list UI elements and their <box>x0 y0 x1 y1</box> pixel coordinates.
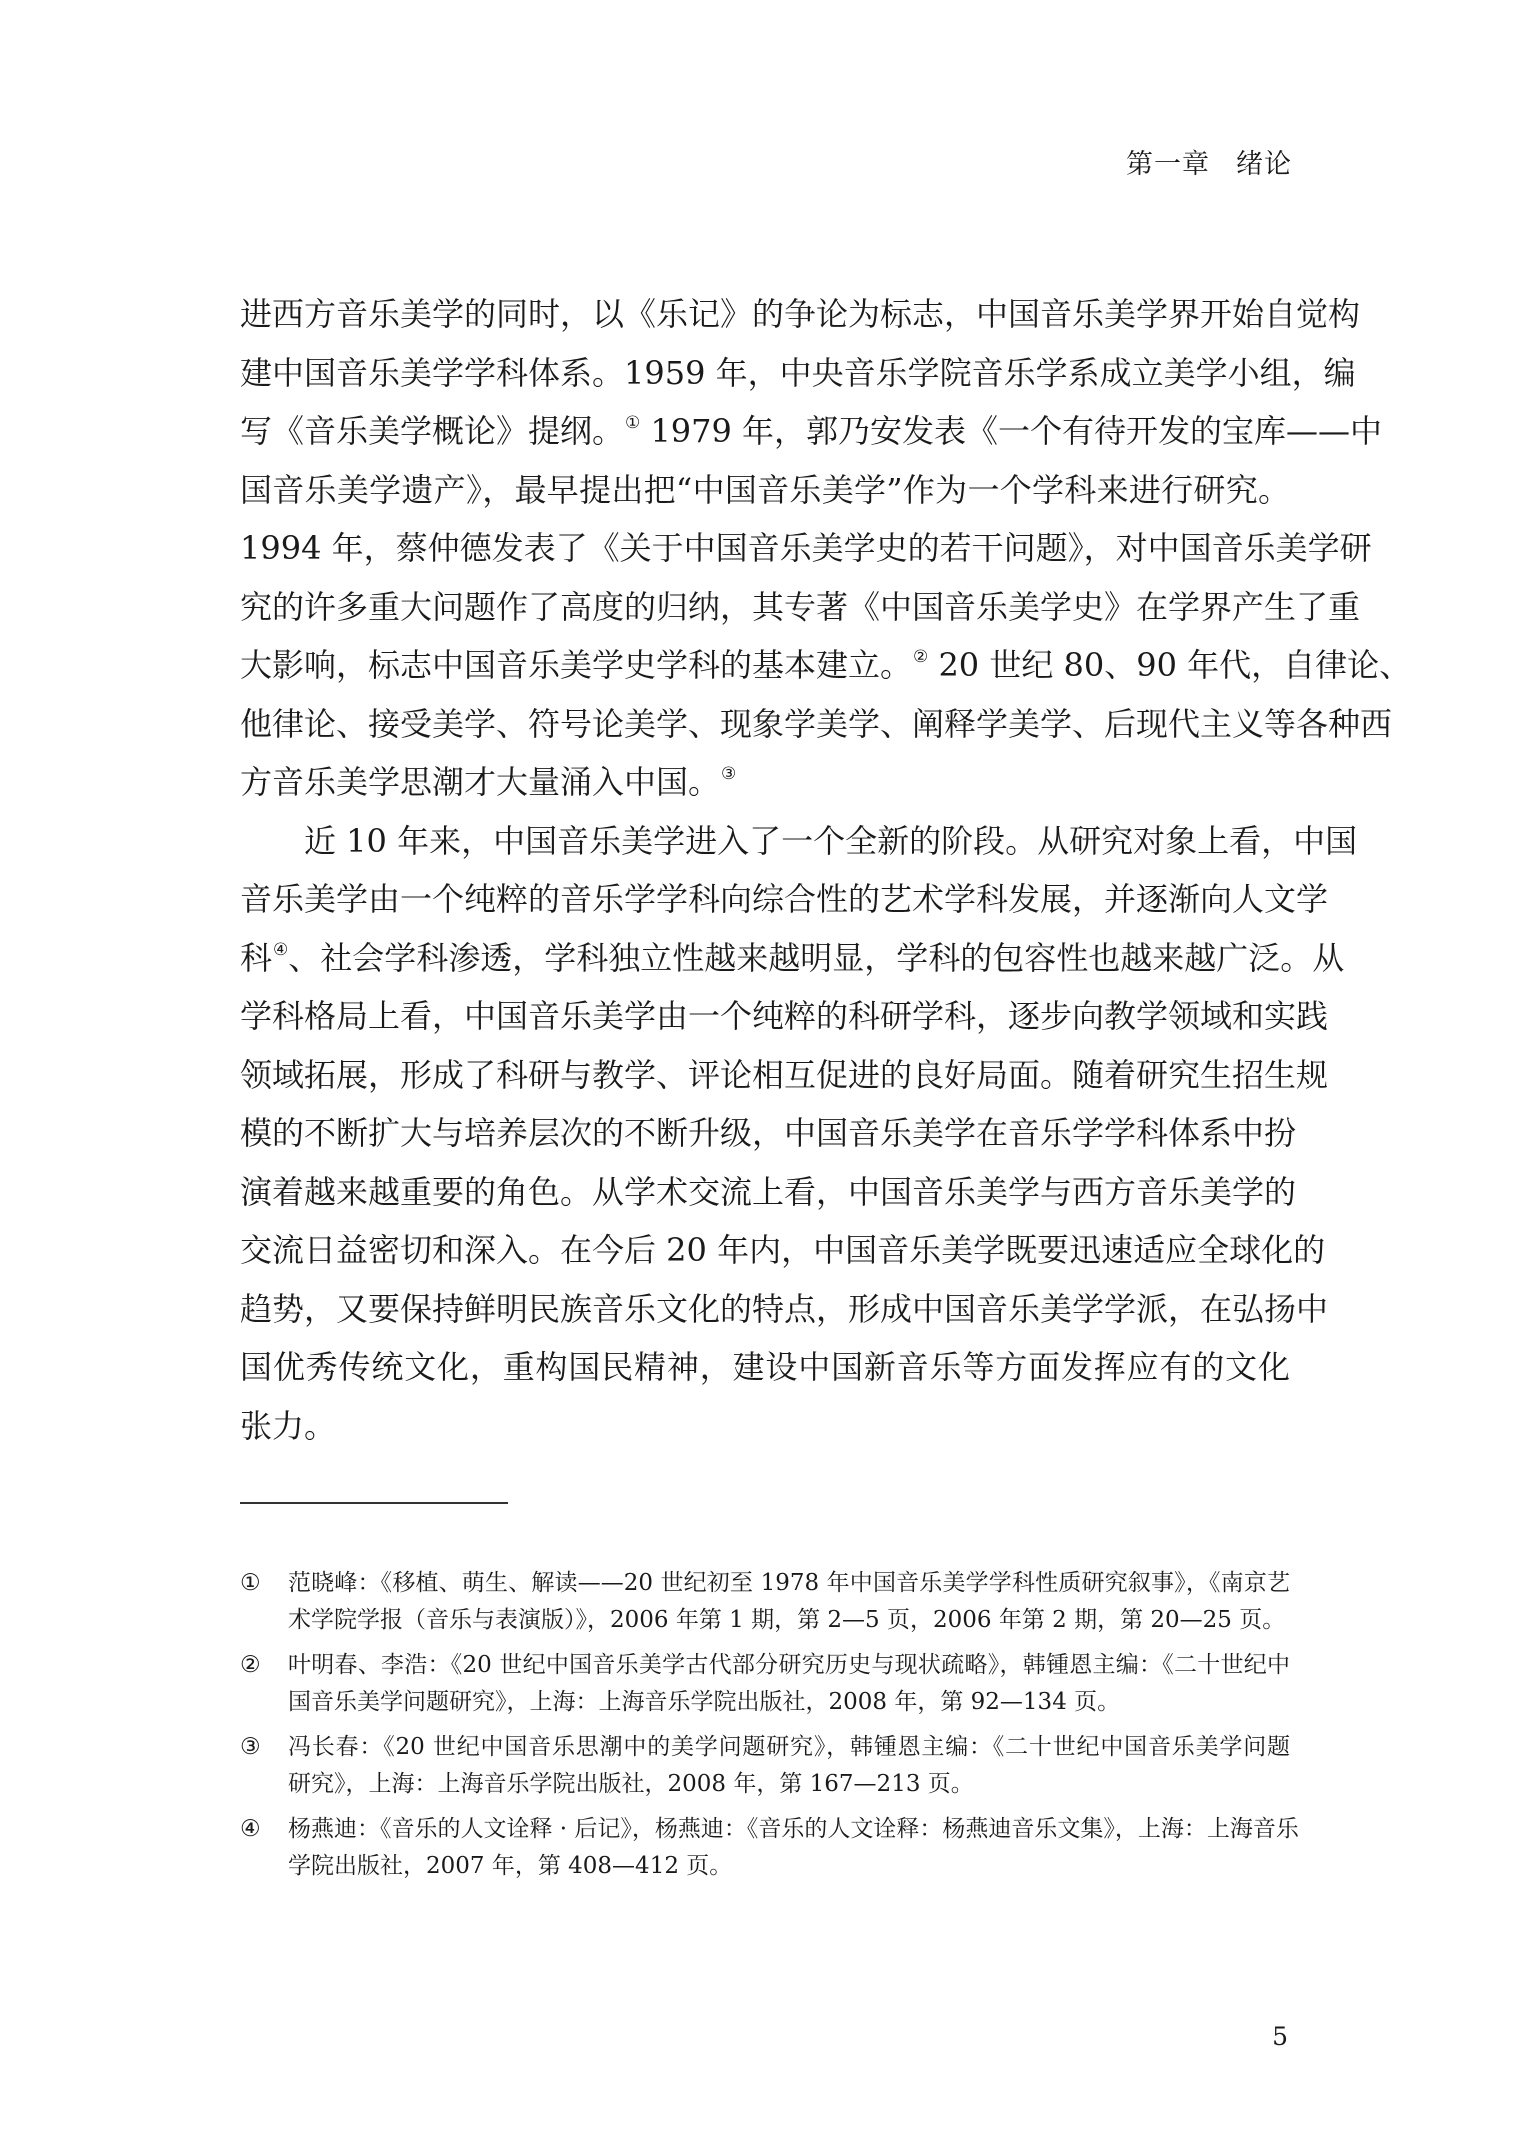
footnote-line: 范晓峰：《移植、萌生、解读——20 世纪初至 1978 年中国音乐美学学科性质研究叙事》，《南京艺 <box>288 1570 1290 1596</box>
text-line: 大影响，标志中国音乐美学史学科的基本建立。② 20 世纪 80、90 年代，自律论、 <box>240 646 1412 684</box>
text-line: 他律论、接受美学、符号论美学、现象学美学、阐释学美学、后现代主义等各种西 <box>240 704 1393 743</box>
text-line: 1994 年，蔡仲德发表了《关于中国音乐美学史的若干问题》，对中国音乐美学研 <box>240 529 1372 567</box>
text-line: 科④、社会学科渗透，学科独立性越来越明显，学科的包容性也越来越广泛。从 <box>240 938 1345 977</box>
text-line: 交流日益密切和深入。在今后 20 年内，中国音乐美学既要迅速适应全球化的 <box>240 1231 1326 1269</box>
text-line: 国优秀传统文化，重构国民精神，建设中国新音乐等方面发挥应有的文化 <box>240 1348 1290 1386</box>
footnote-3 <box>240 1729 1290 1803</box>
footnote-line: 叶明春、李浩：《20 世纪中国音乐美学古代部分研究历史与现状疏略》，韩锺恩主编：《二十世纪中 <box>288 1652 1290 1678</box>
footnote-line: 研究》，上海：上海音乐学院出版社，2008 年，第 167—213 页。 <box>288 1771 974 1797</box>
footnote-mark: ③ <box>240 1734 261 1760</box>
footnote-mark: ① <box>240 1570 261 1596</box>
footnote-mark: ④ <box>240 1816 261 1842</box>
paragraph-1 <box>240 285 1412 812</box>
footnote-4 <box>240 1811 1299 1885</box>
footnote-mark: ② <box>240 1652 261 1678</box>
footnote-line: 术学院学报（音乐与表演版）》，2006 年第 1 期，第 2—5 页，2006 年第 2 期，第 20—25 页。 <box>288 1607 1286 1633</box>
text-line: 写《音乐美学概论》提纲。① 1979 年，郭乃安发表《一个有待开发的宝库——中 <box>240 412 1383 450</box>
paragraph-2 <box>240 812 1358 1456</box>
footnote-ref-1: ① <box>625 413 641 433</box>
text-line: 音乐美学由一个纯粹的音乐学学科向综合性的艺术学科发展，并逐渐向人文学 <box>240 880 1329 918</box>
body-text <box>240 285 1412 1455</box>
footnote-1 <box>240 1565 1290 1639</box>
chapter-title: 绪论 <box>1236 149 1292 180</box>
footnote-ref-4: ④ <box>273 939 289 960</box>
footnote-ref-3: ③ <box>721 764 737 784</box>
running-header <box>1126 142 1292 181</box>
footnote-line: 杨燕迪：《音乐的人文诠释 · 后记》，杨燕迪：《音乐的人文诠释：杨燕迪音乐文集》，上海：上海音乐 <box>288 1816 1299 1842</box>
text-line: 学科格局上看，中国音乐美学由一个纯粹的科研学科，逐步向教学领域和实践 <box>240 997 1329 1035</box>
footnote-ref-2: ② <box>913 647 929 667</box>
text-line: 近 10 年来，中国音乐美学进入了一个全新的阶段。从研究对象上看，中国 <box>304 821 1358 860</box>
text-line: 模的不断扩大与培养层次的不断升级，中国音乐美学在音乐学学科体系中扮 <box>240 1114 1297 1152</box>
text-line: 趋势，又要保持鲜明民族音乐文化的特点，形成中国音乐美学学派，在弘扬中 <box>240 1289 1329 1328</box>
footnote-line: 学院出版社，2007 年，第 408—412 页。 <box>288 1853 733 1879</box>
text-line: 领域拓展，形成了科研与教学、评论相互促进的良好局面。随着研究生招生规 <box>240 1055 1329 1094</box>
chapter-number: 第一章 <box>1126 149 1210 180</box>
text-line: 建中国音乐美学学科体系。1959 年，中央音乐学院音乐学系成立美学小组，编 <box>240 353 1356 392</box>
footnote-separator <box>240 1502 508 1504</box>
footnote-line: 国音乐美学问题研究》，上海：上海音乐学院出版社，2008 年，第 92—134 页。 <box>288 1689 1121 1715</box>
page-number: 5 <box>1272 2022 1288 2051</box>
footnote-2 <box>240 1647 1290 1721</box>
text-line: 演着越来越重要的角色。从学术交流上看，中国音乐美学与西方音乐美学的 <box>240 1172 1297 1211</box>
footnotes <box>240 1565 1299 1893</box>
footnote-line: 冯长春：《20 世纪中国音乐思潮中的美学问题研究》，韩锺恩主编：《二十世纪中国音乐美学问题 <box>288 1734 1290 1760</box>
text-line: 方音乐美学思潮才大量涌入中国。③ <box>240 763 737 801</box>
text-line: 国音乐美学遗产》，最早提出把“中国音乐美学”作为一个学科来进行研究。 <box>240 470 1290 509</box>
text-line: 张力。 <box>240 1406 337 1445</box>
text-line: 进西方音乐美学的同时，以《乐记》的争论为标志，中国音乐美学界开始自觉构 <box>240 295 1361 333</box>
text-line: 究的许多重大问题作了高度的归纳，其专著《中国音乐美学史》在学界产生了重 <box>240 587 1361 626</box>
